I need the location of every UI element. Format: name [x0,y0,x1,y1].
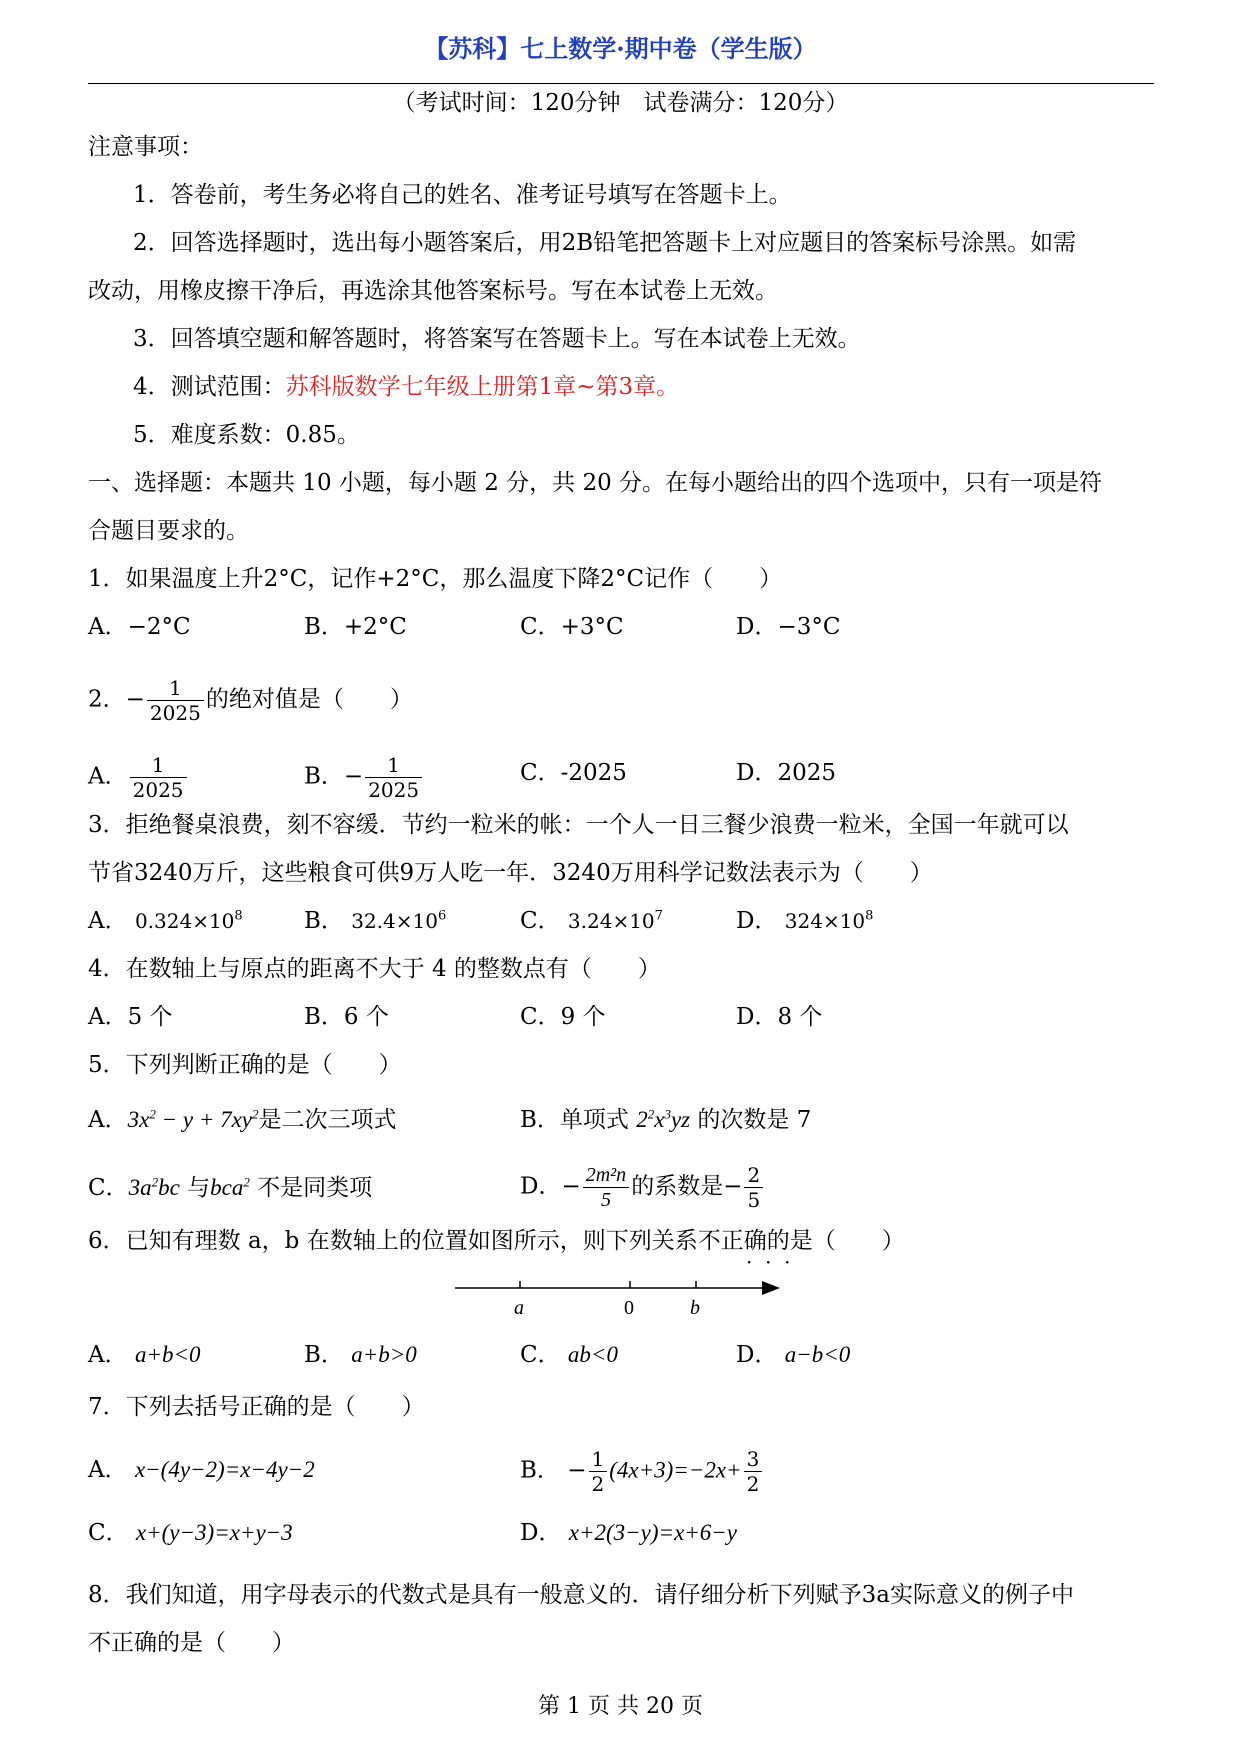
page-number: 第 1 页 共 20 页 [538,1694,703,1719]
q1-option-c: C．+3°C [520,614,624,640]
question-4-stem: 4．在数轴上与原点的距离不大于 4 的整数点有（ ） [88,956,661,982]
q2-fraction [147,676,204,725]
document-title: 【苏科】七上数学·期中卷（学生版） [424,34,817,63]
q3-option-b: B． $32.4\times 10^6$ [304,908,447,934]
q4-option-c: C．9 个 [520,1004,606,1030]
q5-a-expression: $3x^2 - y + 7xy^2$ [127,1106,259,1132]
header-divider [88,83,1154,84]
q2-option-b: B．− $\frac{1}{2025}$ [304,753,424,802]
minus-sign: − [125,686,145,713]
arrow-head-icon [762,1281,780,1295]
number-line-figure [450,1280,790,1330]
q2-option-d: D．2025 [736,760,836,786]
q5-b-expression: $2^2x^3yz$ [636,1106,691,1132]
q5-d-fraction-1: $\frac{\text{2m²n}}{5}$ [583,1163,629,1212]
note-item-4-label: 4．测试范围： [133,374,286,400]
q3-option-d: D． $324\times 10^8$ [736,908,874,934]
q7-option-c: C． x+(y−3)=x+y−3 [88,1520,293,1546]
q1-option-d: D．−3°C [736,614,841,640]
question-2-stem [88,676,413,725]
test-scope: 苏科版数学七年级上册第1章~第3章。 [285,374,680,400]
q2-number: 2． [88,686,126,713]
q6-option-d: D． a−b<0 [736,1342,851,1368]
label-a: a [514,1297,524,1319]
q5-option-b: B．单项式 $2^2x^3yz$ 的次数是 7 [520,1106,812,1133]
q7-option-b: B． − $\frac{1}{2}$ (4x+3)=−2x+ $\frac{3}{2}$ [520,1447,764,1496]
q3-option-a: A． $0.324\times 10^8$ [88,908,243,934]
q2-a-fraction: $\frac{1}{2025}$ [130,753,187,802]
q5-option-c: C．$3a^2bc$ 与bca$^2$ 不是同类项 [88,1174,373,1201]
q7-b-fraction-1: $\frac{1}{2}$ [589,1447,608,1496]
q2-frac-den: 2025 [149,701,201,725]
exam-info: （考试时间：120分钟 试卷满分：120分） [392,90,849,116]
q5-option-a: A．$3x^2 - y + 7xy^2$是二次三项式 [88,1106,397,1133]
question-3-line-2: 节省3240万斤，这些粮食可供9万人吃一年．3240万用科学记数法表示为（ ） [88,860,933,886]
note-item-3: 3．回答填空题和解答题时，将答案写在答题卡上。写在本试卷上无效。 [133,326,861,352]
q7-option-d: D． x+2(3−y)=x+6−y [520,1520,738,1546]
q6-option-c: C． ab<0 [520,1342,618,1368]
note-item-1: 1．答卷前，考生务必将自己的姓名、准考证号填写在答题卡上。 [133,182,792,208]
q7-option-a: A． x−(4y−2)=x−4y−2 [88,1457,315,1483]
question-8-line-2: 不正确的是（ ） [88,1630,295,1656]
label-0: 0 [624,1297,634,1319]
question-8-line-1: 8．我们知道，用字母表示的代数式是具有一般意义的．请仔细分析下列赋予3a实际意义的例子中 [88,1582,1074,1608]
q4-option-d: D．8 个 [736,1004,823,1030]
section-heading-line-1: 一、选择题：本题共 10 小题，每小题 2 分，共 20 分。在每小题给出的四个选项中，只有一项是符 [88,470,1103,496]
q1-option-b: B．+2°C [304,614,407,640]
q4-option-a: A．5 个 [88,1004,173,1030]
notes-heading: 注意事项： [88,134,203,160]
q2-b-fraction: $\frac{1}{2025}$ [365,753,422,802]
q6-option-a: A． a+b<0 [88,1342,201,1368]
q2-frac-num: 1 [147,676,204,701]
q2-option-c: C．-2025 [520,760,627,786]
section-heading-line-2: 合题目要求的。 [88,518,249,544]
question-1-stem: 1．如果温度上升2°C，记作+2°C，那么温度下降2°C记作（ ） [88,566,783,592]
note-item-2-line-2: 改动，用橡皮擦干净后，再选涂其他答案标号。写在本试卷上无效。 [88,278,778,304]
label-b: b [690,1297,700,1319]
q2-option-a: A． $\frac{1}{2025}$ [88,753,189,802]
note-item-5: 5．难度系数：0.85。 [133,422,360,448]
q6-option-b: B． a+b>0 [304,1342,417,1368]
question-3-line-1: 3．拒绝餐桌浪费，刻不容缓．节约一粒米的帐：一个人一日三餐少浪费一粒米，全国一年就可以 [88,812,1069,838]
q1-option-a: A．−2°C [88,614,191,640]
question-7-stem: 7．下列去括号正确的是（ ） [88,1394,425,1420]
q3-option-c: C． $3.24\times 10^7$ [520,908,663,934]
emphasis-dots: · · · [746,1250,791,1274]
note-item-4 [133,372,679,402]
q7-b-fraction-2: $\frac{3}{2}$ [744,1447,763,1496]
question-6-stem: 6．已知有理数 a，b 在数轴上的位置如图所示，则下列关系不正确的是（ ） [88,1228,905,1254]
q5-c-expression-2: bca$^2$ [210,1174,250,1200]
q4-option-b: B．6 个 [304,1004,389,1030]
note-item-2-line-1: 2．回答选择题时，选出每小题答案后，用2B铅笔把答题卡上对应题目的答案标号涂黑。如需 [133,230,1077,256]
question-5-stem: 5．下列判断正确的是（ ） [88,1052,402,1078]
q5-option-d: D．− $\frac{\text{2m²n}}{5}$ 的系数是− $\frac{2}{5}$ [520,1163,765,1212]
q5-c-expression-1: $3a^2bc$ [128,1174,180,1200]
q5-d-fraction-2: $\frac{2}{5}$ [744,1163,763,1212]
q2-stem-tail: 的绝对值是（ ） [205,686,413,713]
